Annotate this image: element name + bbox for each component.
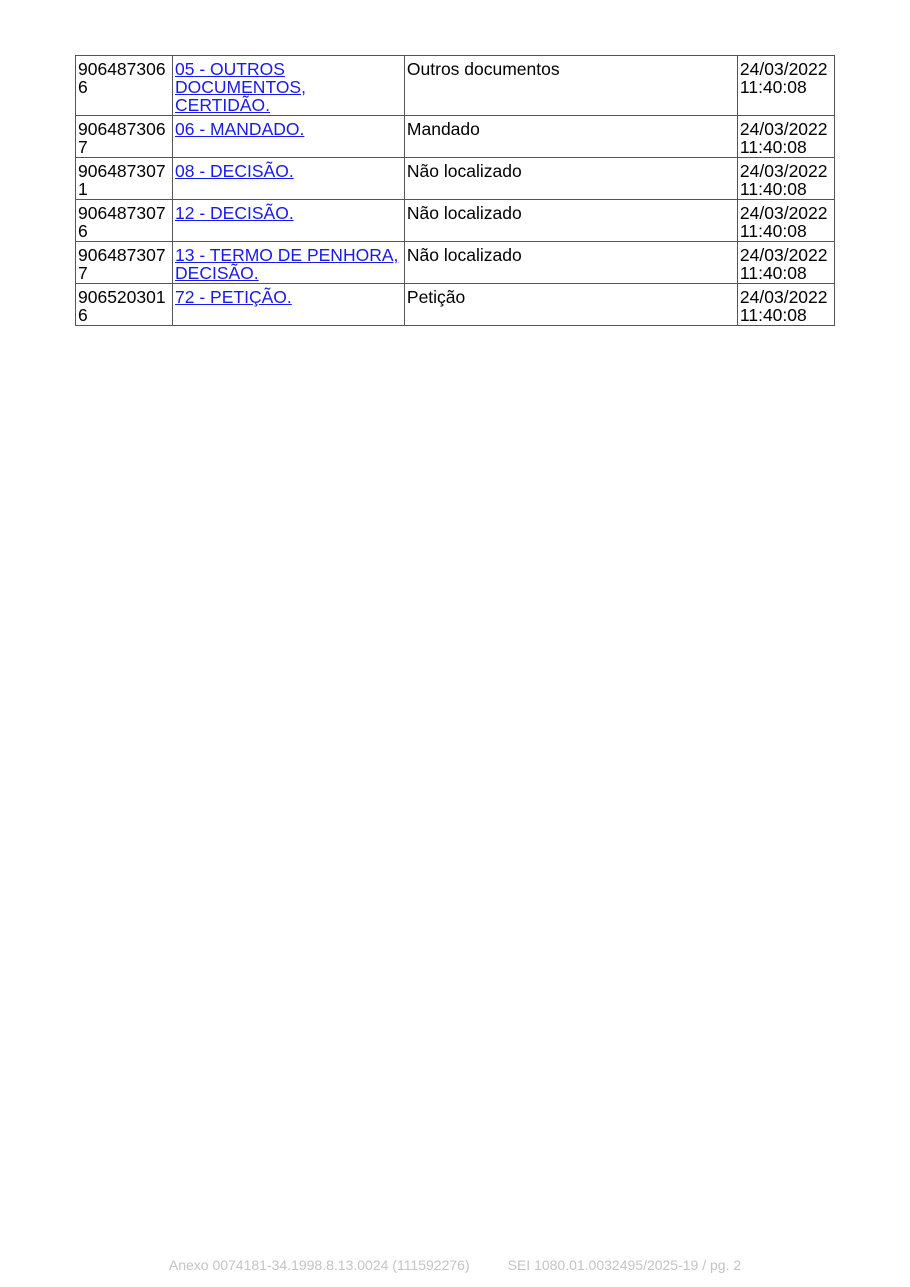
document-datetime [737,158,834,200]
table-row [76,242,835,284]
document-date: 24/03/2022 [739,245,828,265]
document-time: 11:40:08 [739,263,807,283]
document-link-cell [173,200,405,242]
document-datetime [737,200,834,242]
document-link[interactable]: 06 - MANDADO. [175,119,305,139]
table-row [76,56,835,116]
document-time: 11:40:08 [739,179,807,199]
document-date: 24/03/2022 [739,203,828,223]
document-link-cell [173,116,405,158]
page-footer [0,1257,910,1273]
document-time: 11:40:08 [739,221,807,241]
footer-annex: Anexo 0074181-34.1998.8.13.0024 (111592276) [168,1257,470,1273]
document-id: 9065203016 [76,284,173,326]
document-id: 9064873077 [76,242,173,284]
document-time: 11:40:08 [739,137,807,157]
document-link-cell [173,242,405,284]
table-row [76,116,835,158]
footer-sei-reference: SEI 1080.01.0032495/2025-19 / pg. 2 [507,1257,742,1273]
document-id: 9064873066 [76,56,173,116]
document-date: 24/03/2022 [739,161,828,181]
table-row [76,158,835,200]
document-type: Outros documentos [404,56,737,116]
document-link[interactable]: 13 - TERMO DE PENHORA, DECISÃO. [175,245,399,283]
document-time: 11:40:08 [739,77,807,97]
table-row [76,200,835,242]
document-type: Mandado [404,116,737,158]
document-date: 24/03/2022 [739,287,828,307]
document-id: 9064873076 [76,200,173,242]
document-link[interactable]: 08 - DECISÃO. [175,161,294,181]
document-link-cell [173,158,405,200]
documents-table [75,55,835,326]
document-datetime [737,116,834,158]
document-type: Não localizado [404,158,737,200]
table-row [76,284,835,326]
document-type: Petição [404,284,737,326]
document-link[interactable]: 72 - PETIÇÃO. [175,287,292,307]
document-datetime [737,242,834,284]
document-link-cell [173,284,405,326]
document-link[interactable]: 05 - OUTROS DOCUMENTOS, CERTIDÃO. [175,59,306,115]
document-time: 11:40:08 [739,305,807,325]
document-type: Não localizado [404,242,737,284]
document-id: 9064873067 [76,116,173,158]
document-type: Não localizado [404,200,737,242]
document-link[interactable]: 12 - DECISÃO. [175,203,294,223]
document-datetime [737,56,834,116]
document-datetime [737,284,834,326]
document-date: 24/03/2022 [739,59,828,79]
document-date: 24/03/2022 [739,119,828,139]
document-link-cell [173,56,405,116]
document-id: 9064873071 [76,158,173,200]
